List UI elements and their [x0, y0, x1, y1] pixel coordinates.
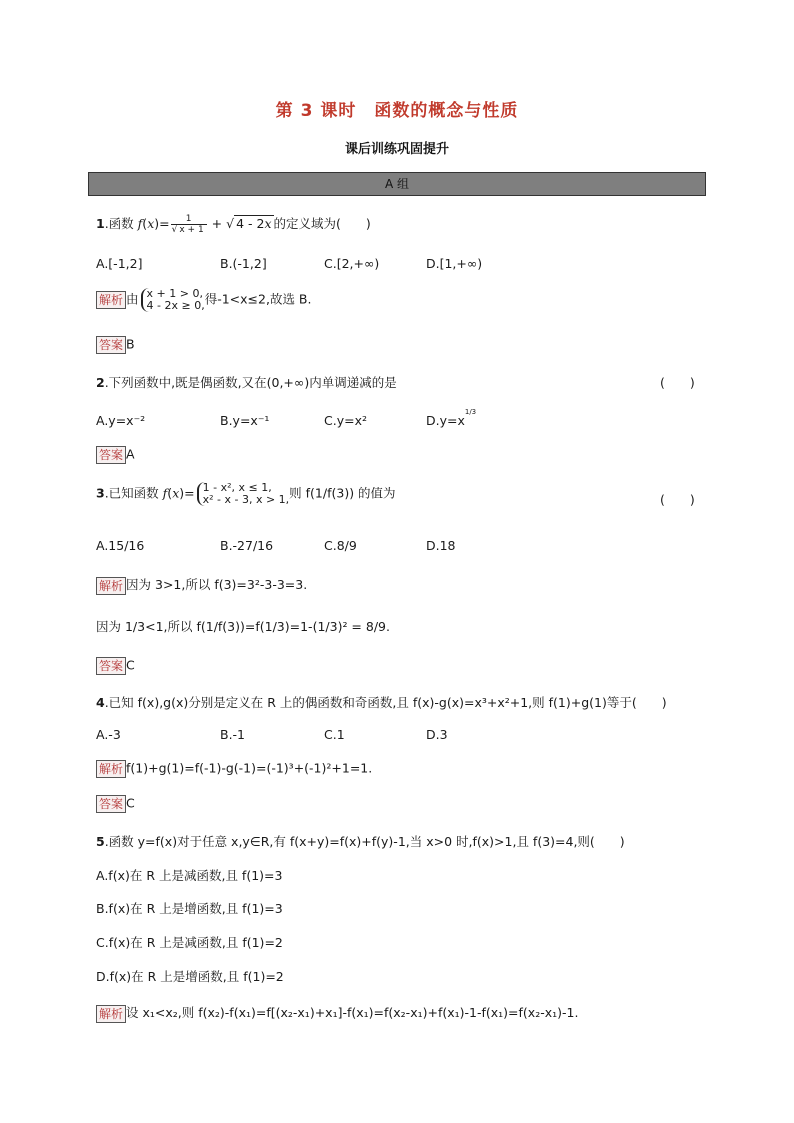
q3-analysis-2: 因为 1/3<1,所以 f(1/f(3))=f(1/3)=1-(1/3)² = 8/9.	[96, 619, 390, 634]
q4-option-a[interactable]: A.-3	[96, 727, 121, 742]
q4-analysis: 解析 f(1)+g(1)=f(-1)-g(-1)=(-1)³+(-1)²+1=1.	[96, 760, 372, 778]
q2-option-a[interactable]: A.y=x⁻²	[96, 413, 146, 428]
q1-option-d[interactable]: D.[1,+∞)	[426, 256, 483, 271]
equation-system: x + 1 > 0, 4 - 2x ≥ 0,	[141, 288, 205, 312]
q1-answer: 答案 B	[96, 336, 135, 354]
q4-option-c[interactable]: C.1	[324, 727, 345, 742]
analysis-tag: 解析	[96, 1005, 126, 1023]
q3-analysis-1: 解析 因为 3>1,所以 f(3)=3²-3-3=3.	[96, 575, 307, 595]
q2-option-d[interactable]: $D.y=x^{1/3}$	[426, 407, 477, 428]
q1-option-c[interactable]: C.[2,+∞)	[324, 256, 380, 271]
q1-option-a[interactable]: A.[-1,2]	[96, 256, 143, 271]
q3-answer-blank: ( )	[660, 492, 695, 507]
page-title: 第 3 课时 函数的概念与性质	[275, 101, 519, 121]
q3-option-c[interactable]: C.8/9	[324, 538, 357, 553]
q3-option-b[interactable]: B.-27/16	[220, 538, 274, 553]
answer-tag: 答案	[96, 336, 126, 354]
question-2-stem: 2.下列函数中,既是偶函数,又在(0,+∞)内单调递减的是	[96, 375, 397, 390]
question-1-stem: 1.函数 f(x)= $\frac{1}{√ x + 1}$ + √ 4 - 2x 的定义域为( )	[96, 214, 371, 235]
analysis-tag: 解析	[96, 577, 126, 595]
piecewise-function: 1 - x², x ≤ 1, x² - x - 3, x > 1,	[197, 482, 290, 506]
q5-option-c[interactable]: C.f(x)在 R 上是减函数,且 f(1)=2	[96, 935, 283, 950]
q4-option-d[interactable]: D.3	[426, 727, 448, 742]
q1-analysis: 解析 由 x + 1 > 0, 4 - 2x ≥ 0,得-1<x≤2,故选 B.	[96, 288, 311, 312]
q2-answer: 答案 A	[96, 446, 135, 464]
q2-option-c[interactable]: C.y=x²	[324, 413, 367, 428]
question-4-stem: 4.已知 f(x),g(x)分别是定义在 R 上的偶函数和奇函数,且 f(x)-g(x)=x³+x²+1,则 f(1)+g(1)等于( )	[96, 695, 667, 710]
q5-analysis: 解析 设 x₁<x₂,则 f(x₂)-f(x₁)=f[(x₂-x₁)+x₁]-f(x₁)=f(x₂-x₁)+f(x₁)-1-f(x₁)=f(x₂-x₁)-1.	[96, 1003, 578, 1023]
answer-tag: 答案	[96, 446, 126, 464]
question-3-stem: 3.已知函数 f(x)= 1 - x², x ≤ 1, x² - x - 3, x > 1,则 f(1/f(3)) 的值为	[96, 481, 396, 506]
q2-answer-blank: ( )	[660, 375, 695, 390]
answer-tag: 答案	[96, 795, 126, 813]
q4-option-b[interactable]: B.-1	[220, 727, 246, 742]
q5-option-d[interactable]: D.f(x)在 R 上是增函数,且 f(1)=2	[96, 969, 284, 984]
q5-option-a[interactable]: A.f(x)在 R 上是减函数,且 f(1)=3	[96, 868, 283, 883]
page-subtitle: 课后训练巩固提升	[344, 142, 449, 157]
q3-option-a[interactable]: A.15/16	[96, 538, 145, 553]
q1-option-b[interactable]: B.(-1,2]	[220, 256, 267, 271]
group-header: A 组	[88, 172, 706, 196]
q5-option-b[interactable]: B.f(x)在 R 上是增函数,且 f(1)=3	[96, 901, 283, 916]
answer-tag: 答案	[96, 657, 126, 675]
analysis-tag: 解析	[96, 760, 126, 778]
fraction: $\frac{1}{√ x + 1}$	[171, 214, 207, 235]
q3-answer: 答案 C	[96, 657, 135, 675]
q4-answer: 答案 C	[96, 795, 135, 813]
q2-option-b[interactable]: B.y=x⁻¹	[220, 413, 270, 428]
analysis-tag: 解析	[96, 291, 126, 309]
question-5-stem: 5.函数 y=f(x)对于任意 x,y∈R,有 f(x+y)=f(x)+f(y)-1,当 x>0 时,f(x)>1,且 f(3)=4,则( )	[96, 834, 625, 849]
q3-option-d[interactable]: D.18	[426, 538, 456, 553]
